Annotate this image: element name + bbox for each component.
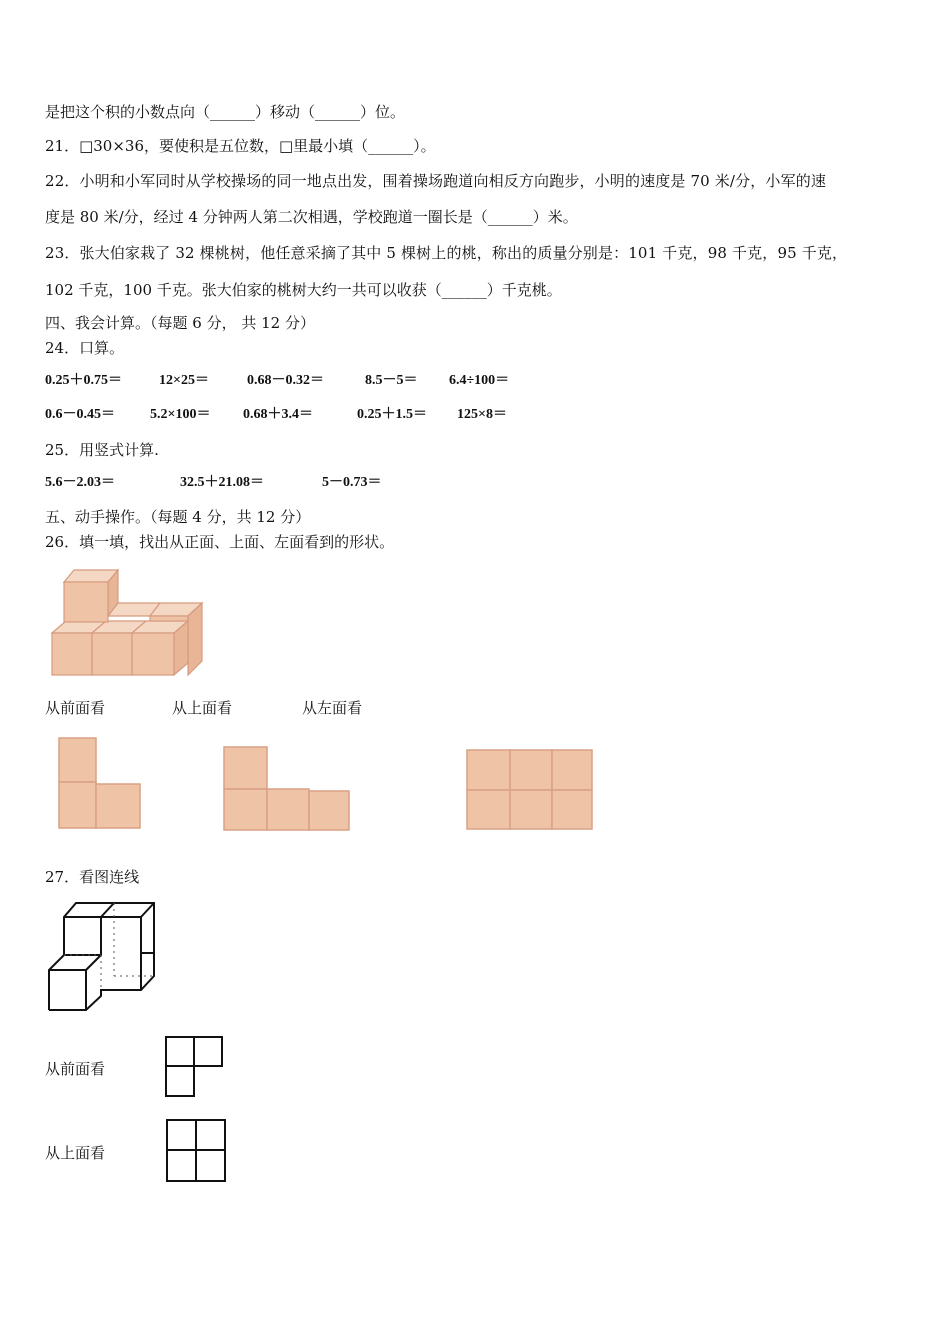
q26-front-view-label: 从前面看	[45, 699, 106, 717]
q26-top-view-label: 从上面看	[172, 699, 233, 717]
oral-calc-item: 0.25＋0.75＝	[45, 373, 122, 388]
q27-heading: 27．看图连线	[45, 868, 140, 886]
q26-cube-stack-figure	[50, 563, 205, 678]
q26-left-view-shape	[466, 749, 594, 831]
q23-text-line1: 23．张大伯家栽了 32 棵桃树，他任意采摘了其中 5 棵树上的桃，称出的质量分别是：101 千克，98 千克，95 千克，	[45, 244, 848, 262]
vertical-calc-item: 32.5＋21.08＝	[180, 475, 264, 490]
oral-calc-item: 0.6－0.45＝	[45, 407, 115, 422]
oral-calc-item: 0.68－0.32＝	[247, 373, 324, 388]
q24-heading: 24．口算。	[45, 339, 125, 357]
q27-top-view-label: 从上面看	[45, 1144, 106, 1162]
oral-calc-item: 5.2×100＝	[150, 407, 211, 422]
oral-calc-item: 6.4÷100＝	[449, 373, 510, 388]
q27-front-view-grid	[164, 1035, 224, 1099]
oral-calc-item: 0.68＋3.4＝	[243, 407, 313, 422]
section-5-heading: 五、动手操作。（每题 4 分，共 12 分）	[45, 508, 311, 526]
q21-text: 21．□30×36，要使积是五位数，□里最小填（______）。	[45, 137, 436, 155]
q26-front-view-shape	[58, 737, 142, 829]
q22-text-line2: 度是 80 米/分，经过 4 分钟两人第二次相遇，学校跑道一圈长是（______）米。	[45, 208, 578, 226]
q27-top-view-grid	[165, 1118, 227, 1184]
q20-continuation: 是把这个积的小数点向（______）移动（______）位。	[45, 103, 406, 121]
q23-text-line2: 102 千克，100 千克。张大伯家的桃树大约一共可以收获（______）千克桃。	[45, 281, 562, 299]
oral-calc-item: 8.5－5＝	[365, 373, 418, 388]
vertical-calc-item: 5－0.73＝	[322, 475, 382, 490]
oral-calc-item: 0.25＋1.5＝	[357, 407, 427, 422]
oral-calc-item: 12×25＝	[159, 373, 209, 388]
vertical-calc-item: 5.6－2.03＝	[45, 475, 115, 490]
q26-heading: 26．填一填，找出从正面、上面、左面看到的形状。	[45, 533, 395, 551]
q26-left-view-label: 从左面看	[302, 699, 363, 717]
q26-top-view-shape	[223, 746, 351, 832]
section-4-heading: 四、我会计算。（每题 6 分， 共 12 分）	[45, 314, 315, 332]
q27-front-view-label: 从前面看	[45, 1060, 106, 1078]
oral-calc-item: 125×8＝	[457, 407, 507, 422]
q25-heading: 25．用竖式计算.	[45, 441, 159, 459]
q27-solid-figure	[46, 900, 158, 1016]
q22-text-line1: 22．小明和小军同时从学校操场的同一地点出发，围着操场跑道向相反方向跑步，小明的速度是 70 米/分，小军的速	[45, 172, 827, 190]
